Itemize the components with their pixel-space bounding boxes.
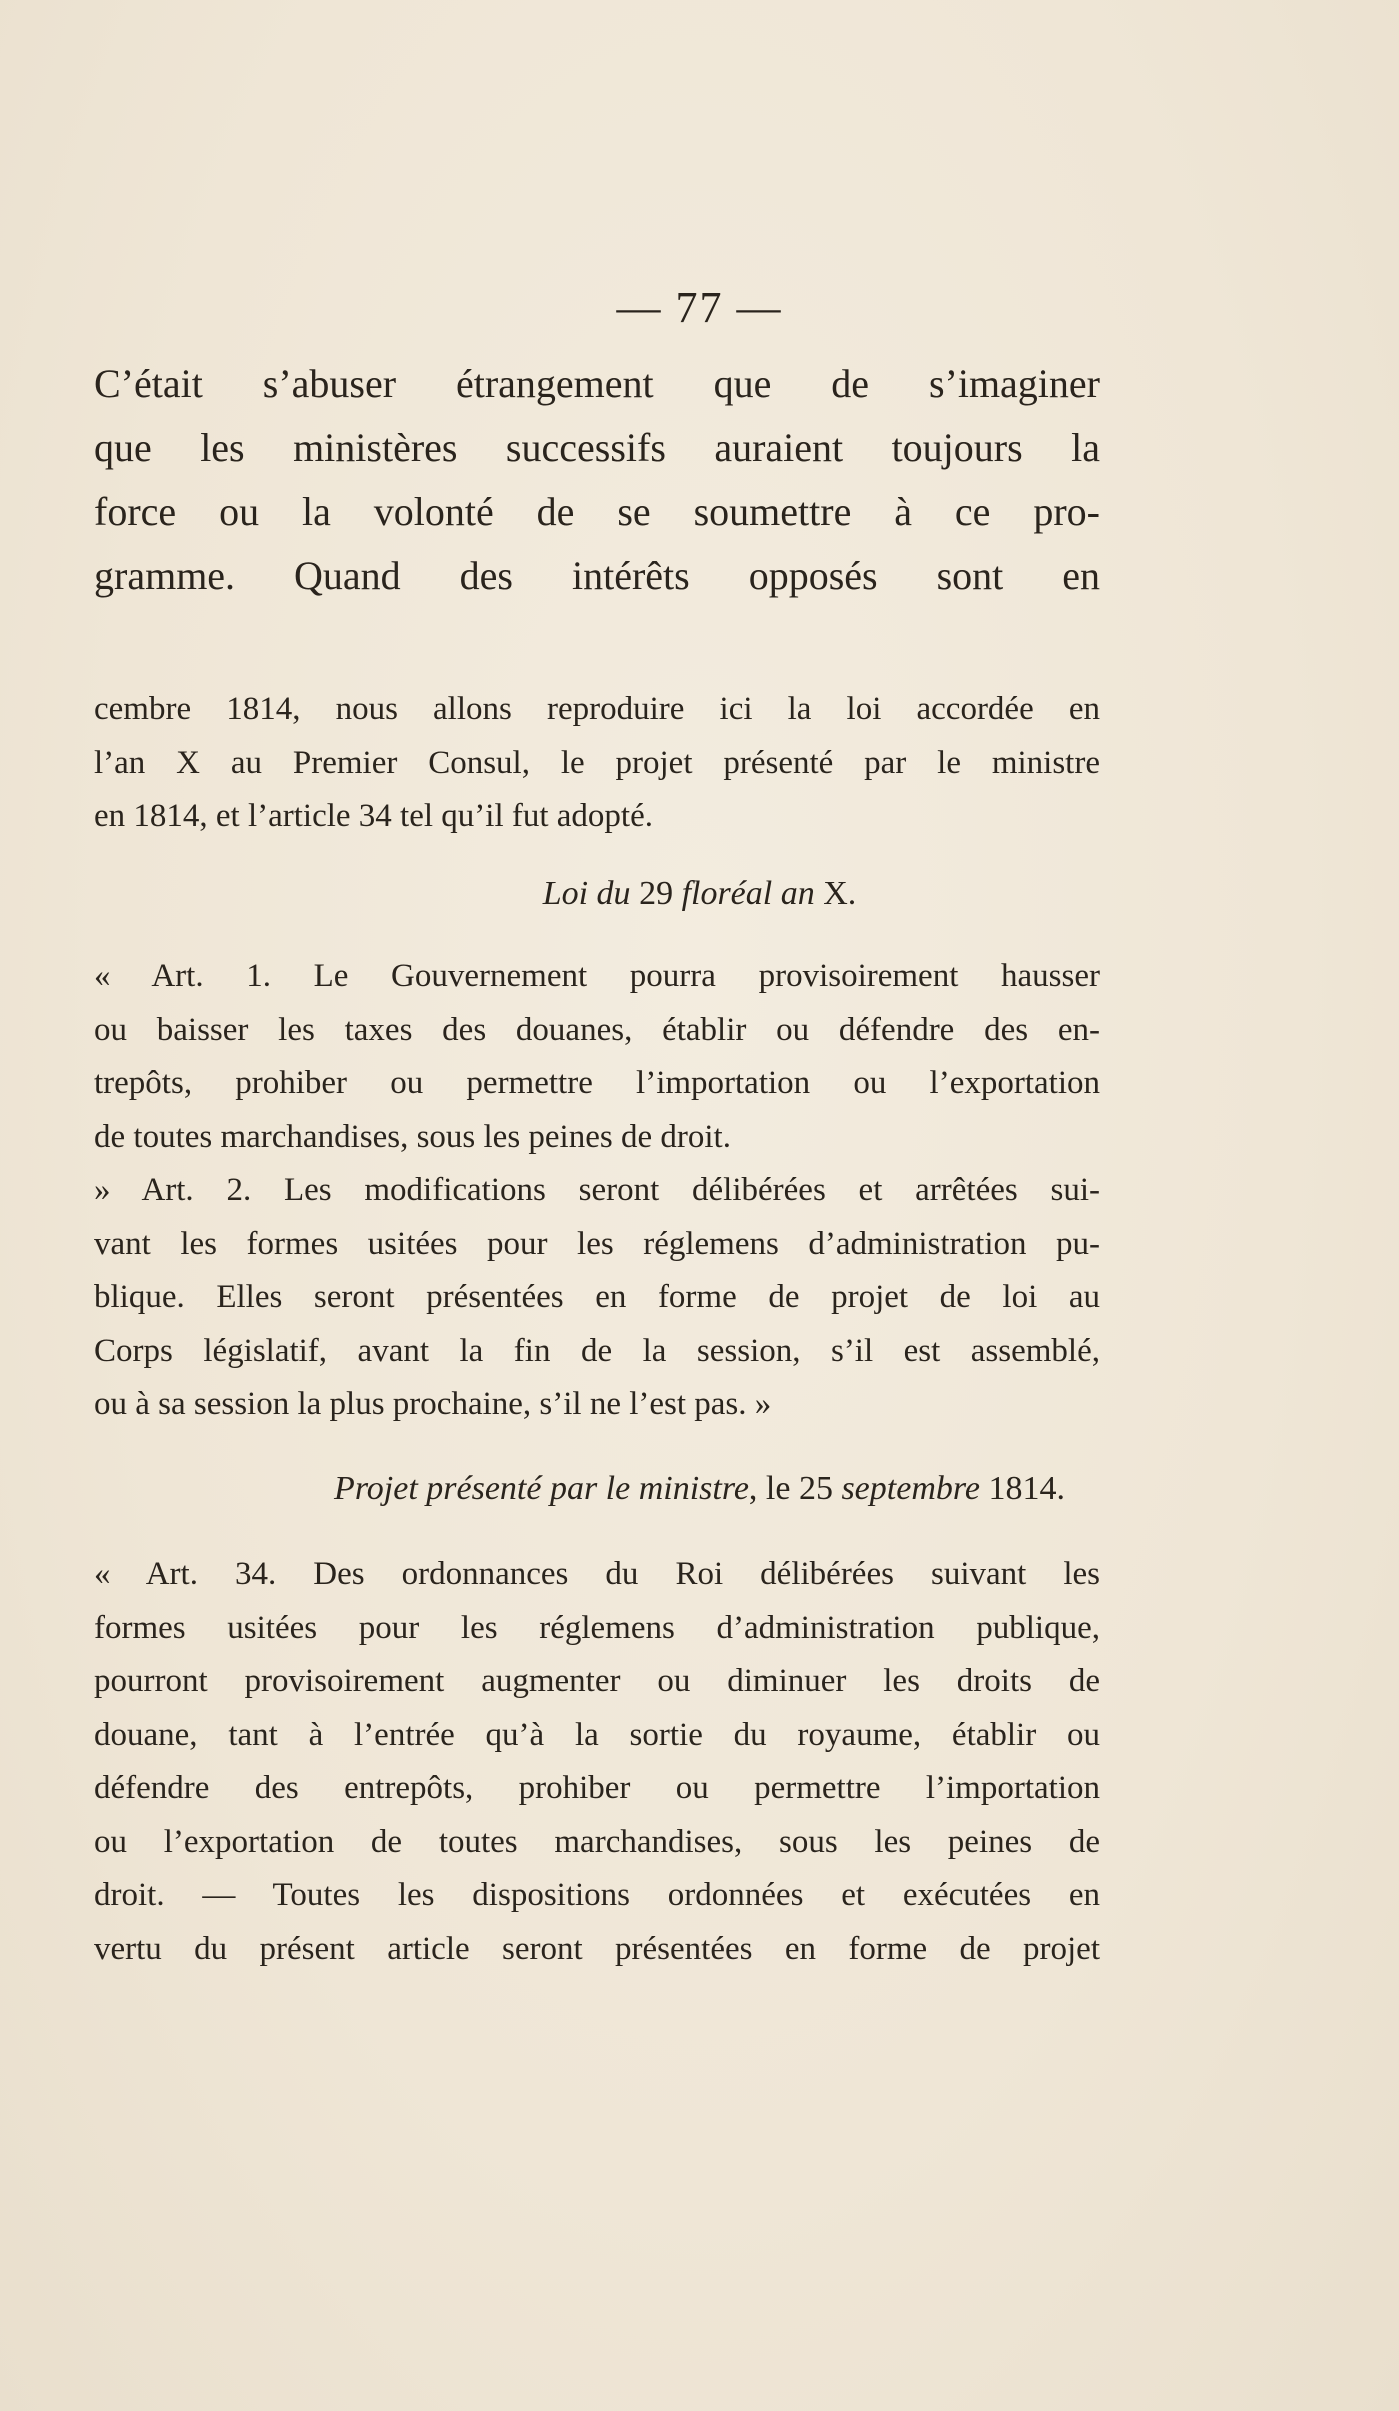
text-line: cembre 1814, nous allons reproduire ici la loi accordée en: [94, 691, 1100, 727]
text-line: vant les formes usitées pour les réglemens d’administration pu-: [94, 1225, 1100, 1262]
loi-articles: [94, 950, 1100, 1432]
text-line: ou baisser les taxes des douanes, établir ou défendre des en-: [94, 1011, 1100, 1048]
text-line: en 1814, et l’article 34 tel qu’il fut adopté.: [94, 798, 653, 834]
page-number: — 77 —: [616, 283, 783, 332]
text-line: gramme. Quand des intérêts opposés sont en: [94, 553, 1100, 598]
text-line: C’était s’abuser étrangement que de s’imaginer: [94, 361, 1100, 406]
text-line: ou l’exportation de toutes marchandises, sous les peines de: [94, 1823, 1100, 1860]
heading-projet-part: 1814.: [988, 1470, 1065, 1507]
text-line: ou à sa session la plus prochaine, s’il ne l’est pas. »: [94, 1386, 772, 1422]
text-line: blique. Elles seront présentées en forme de projet de loi au: [94, 1279, 1100, 1315]
heading-loi-part: floréal an: [681, 875, 815, 912]
heading-loi: [0, 875, 1399, 913]
intro-paragraph: [94, 352, 1100, 608]
text-line: l’an X au Premier Consul, le projet présenté par le ministre: [94, 744, 1100, 781]
text-line: formes usitées pour les réglemens d’administration publique,: [94, 1609, 1100, 1646]
text-line: défendre des entrepôts, prohiber ou permettre l’importation: [94, 1770, 1100, 1806]
text-line: » Art. 2. Les modifications seront délibérées et arrêtées sui-: [94, 1172, 1100, 1208]
heading-projet-part: septembre: [841, 1470, 980, 1507]
text-line: pourront provisoirement augmenter ou diminuer les droits de: [94, 1663, 1100, 1699]
text-line: trepôts, prohiber ou permettre l’importation ou l’exportation: [94, 1065, 1100, 1101]
text-line: « Art. 34. Des ordonnances du Roi délibérées suivant les: [94, 1556, 1100, 1592]
heading-loi-number: 29: [639, 875, 674, 912]
heading-projet-part: , le 25: [748, 1470, 833, 1507]
text-line: « Art. 1. Le Gouvernement pourra provisoirement hausser: [94, 958, 1100, 994]
context-paragraph: [94, 683, 1100, 844]
text-line: force ou la volonté de se soumettre à ce pro-: [94, 489, 1100, 534]
heading-loi-part: X.: [823, 875, 857, 912]
heading-loi-part: Loi du: [542, 875, 631, 912]
projet-article: [94, 1548, 1100, 1976]
heading-projet: [0, 1470, 1399, 1508]
text-line: vertu du présent article seront présentées en forme de projet: [94, 1930, 1100, 1967]
text-line: douane, tant à l’entrée qu’à la sortie du royaume, établir ou: [94, 1716, 1100, 1753]
text-line: de toutes marchandises, sous les peines de droit.: [94, 1118, 731, 1155]
text-line: Corps législatif, avant la fin de la session, s’il est assemblé,: [94, 1332, 1100, 1369]
heading-projet-part: Projet présenté par le ministre: [334, 1470, 749, 1507]
text-line: que les ministères successifs auraient toujours la: [94, 425, 1100, 470]
text-line: droit. — Toutes les dispositions ordonnées et exécutées en: [94, 1877, 1100, 1913]
